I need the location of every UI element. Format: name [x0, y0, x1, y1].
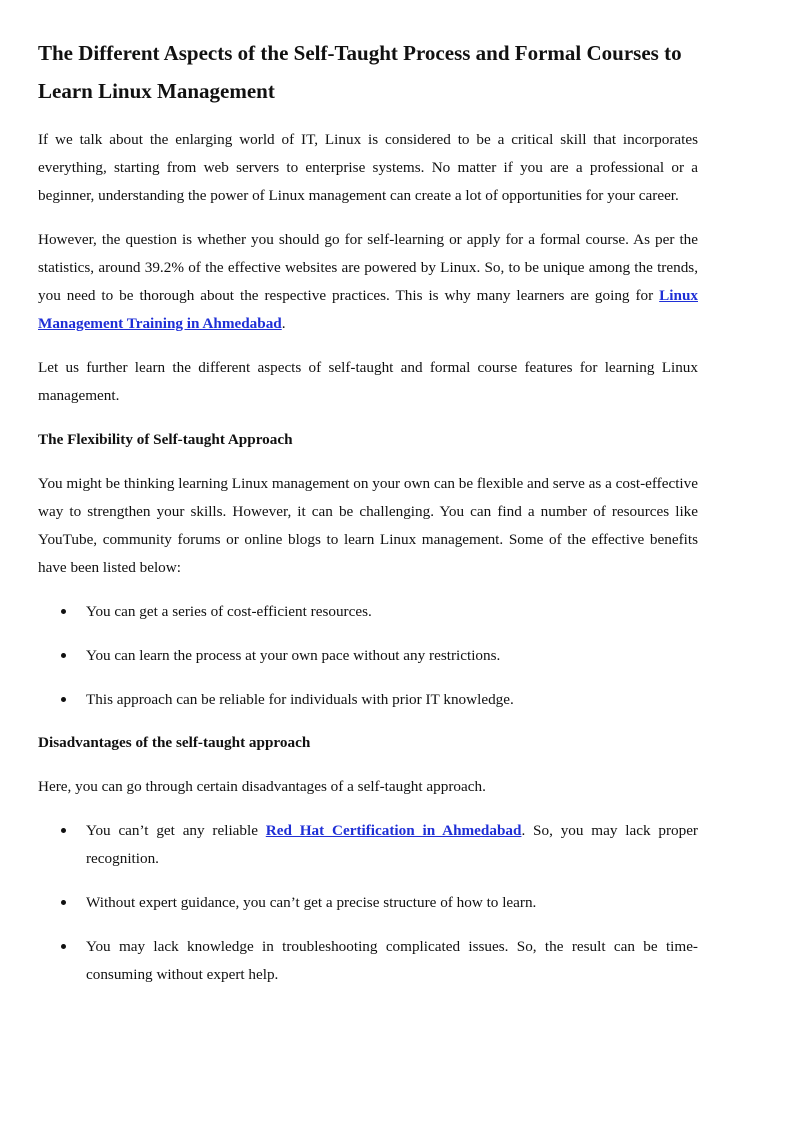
disadvantages-heading: Disadvantages of the self-taught approach [38, 734, 311, 751]
intro-paragraph-2-end: . [281, 315, 286, 332]
list-item [38, 598, 698, 626]
bullet-icon [61, 900, 66, 905]
list-item [38, 642, 698, 670]
benefit-text: You can learn the process at your own pace without any restrictions. [86, 647, 501, 664]
list-item [38, 817, 698, 873]
disadvantage-text: Without expert guidance, you can’t get a precise structure of how to learn. [86, 894, 537, 911]
bullet-icon [61, 944, 66, 949]
list-item [38, 933, 698, 989]
bullet-icon [61, 697, 66, 702]
list-item [38, 889, 698, 917]
linux-management-training-link[interactable]: Linux Management Training in Ahmedabad [38, 287, 698, 332]
benefits-list [38, 598, 698, 714]
list-item [38, 686, 698, 714]
intro-paragraph-2-text: However, the question is whether you should go for self-learning or apply for a formal course. As per the statistics, around 39.2% of the effective websites are powered by Linux. So, to be unique among the trends, you need to be thorough about the respective practices. This is why many learners are going for [38, 231, 698, 304]
bullet-icon [61, 828, 66, 833]
disadvantages-paragraph: Here, you can go through certain disadvantages of a self-taught approach. [38, 778, 486, 795]
disadvantage-text: You can’t get any reliable [86, 822, 266, 839]
benefit-text: You can get a series of cost-efficient resources. [86, 603, 372, 620]
disadvantage-text-end: . So, you may lack proper recognition. [86, 822, 698, 867]
red-hat-certification-link[interactable]: Red Hat Certification in Ahmedabad [265, 822, 522, 839]
bullet-icon [61, 653, 66, 658]
intro-paragraph-1: If we talk about the enlarging world of IT, Linux is considered to be a critical skill that incorporates everything, starting from web servers to enterprise systems. No matter if you are a professional or a beginner, understanding the power of Linux management can create a lot of opportunities for your career. [38, 131, 698, 204]
intro-paragraph-3: Let us further learn the different aspects of self-taught and formal course features for learning Linux management. [38, 359, 698, 404]
disadvantages-list [38, 817, 698, 989]
document-title: The Different Aspects of the Self-Taught Process and Formal Courses to Learn Linux Management [38, 41, 682, 103]
bullet-icon [61, 609, 66, 614]
flexibility-paragraph: You might be thinking learning Linux management on your own can be flexible and serve as a cost-effective way to strengthen your skills. However, it can be challenging. You can find a number of resources like YouTube, community forums or online blogs to learn Linux management. Some of the effective benefits have been listed below: [38, 475, 698, 576]
disadvantage-text: You may lack knowledge in troubleshooting complicated issues. So, the result can be time-consuming without expert help. [86, 938, 698, 983]
intro-paragraph-2 [38, 226, 698, 338]
benefit-text: This approach can be reliable for individuals with prior IT knowledge. [86, 691, 514, 708]
document-page [38, 34, 698, 989]
flexibility-heading: The Flexibility of Self-taught Approach [38, 431, 293, 448]
